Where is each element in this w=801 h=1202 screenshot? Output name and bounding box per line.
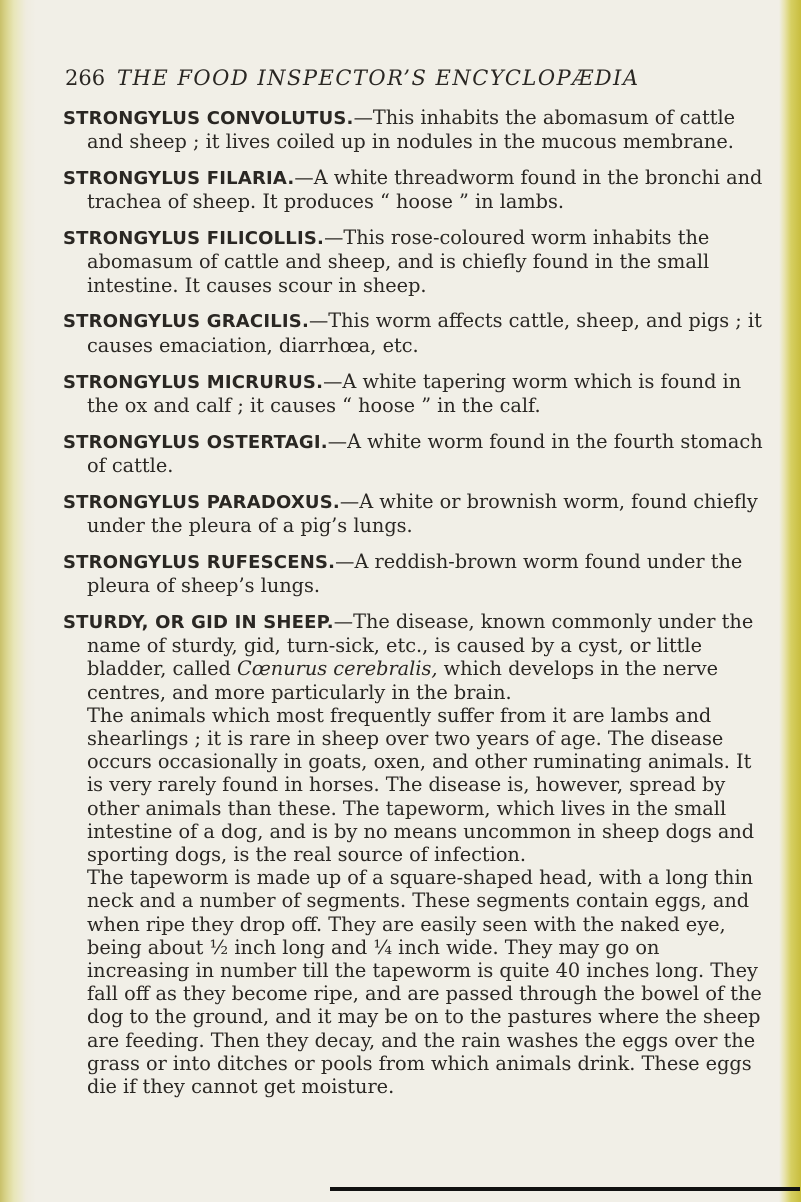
bottom-rule [330, 1187, 800, 1191]
page-edge-right [779, 0, 801, 1202]
entry-strongylus-convolutus [63, 106, 763, 153]
entry-text: —This rose-coloured worm inhabits the abomasum of cattle and sheep, and is chiefly found in the small intestine. It causes scour in sheep. [87, 226, 710, 297]
entry-sturdy-gid [63, 610, 763, 704]
entry-strongylus-rufescens [63, 550, 763, 597]
entry-headword: STRONGYLUS CONVOLUTUS. [63, 108, 354, 129]
entry-strongylus-filicollis [63, 226, 763, 297]
entry-strongylus-gracilis [63, 309, 763, 356]
entry-headword: STRONGYLUS GRACILIS. [63, 311, 309, 333]
entry-headword: STRONGYLUS FILARIA. [63, 168, 295, 190]
entry-text: —A reddish-brown worm found under the pleura of sheep’s lungs. [87, 549, 743, 598]
entry-headword: STRONGYLUS OSTERTAGI. [63, 431, 328, 453]
body-paragraph: The animals which most frequently suffer from it are lambs and shearlings ; it is rare in sheep over two years of age. The disease occurs occasionally in goats, oxen, and other ruminating animals. It is very rarely found in horses. The disease is, however, spread by other animals than these. The tapeworm, which lives in the small intestine of a dog, and is by no means uncommon in sheep dogs and sporting dogs, is the real source of infection. [87, 703, 755, 866]
entry-list [63, 106, 763, 1098]
book-page [63, 66, 763, 1098]
entry-text: —This worm affects cattle, sheep, and pigs ; it causes emaciation, diarrhœa, etc. [87, 309, 762, 357]
entry-headword: STRONGYLUS MICRURUS. [63, 371, 324, 393]
entry-headword: STRONGYLUS RUFESCENS. [63, 551, 336, 573]
entry-headword: STRONGYLUS PARADOXUS. [63, 491, 340, 513]
entry-headword: STURDY, OR GID IN SHEEP. [63, 611, 334, 633]
entry-strongylus-paradoxus [63, 490, 763, 537]
entry-text: —A white tapering worm which is found in the ox and calf ; it causes “ hoose ” in the calf. [87, 369, 742, 417]
entry-text: —A white or brownish worm, found chiefly under the pleura of a pig’s lungs. [87, 489, 758, 537]
entry-italic-term: Cœnurus cerebralis, [236, 657, 438, 681]
page-header [63, 66, 763, 106]
entry-headword: STRONGYLUS FILICOLLIS. [63, 228, 325, 250]
entry-strongylus-ostertagi [63, 430, 763, 477]
body-paragraph: The tapeworm is made up of a square-shaped head, with a long thin neck and a number of segments. These segments contain eggs, and when ripe they drop off. They are easily seen with the naked eye, being about ½ inch long and ¼ inch wide. They may go on increasing in number till the tapeworm is quite 40 inches long. They fall off as they become ripe, and are passed through the bowel of the dog to the ground, and it may be on to the pastures where the sheep are feeding. Then they decay, and the rain washes the eggs over the grass or into ditches or pools from which animals drink. These eggs die if they cannot get moisture. [87, 866, 762, 1099]
entry-text-continued: which develops in the nerve centres, and more particularly in the brain. [87, 657, 719, 704]
entry-text: —A white worm found in the fourth stomach of cattle. [87, 429, 763, 477]
entry-text: —This inhabits the abomasum of cattle and sheep ; it lives coiled up in nodules in the mucous membrane. [87, 106, 736, 154]
entry-text: —The disease, known commonly under the name of sturdy, gid, turn-sick, etc., is caused by a cyst, or little bladder, called [87, 609, 754, 681]
entry-strongylus-micrurus [63, 370, 763, 417]
page-number: 266 [65, 66, 106, 90]
entry-strongylus-filaria [63, 166, 763, 213]
entry-text: —A white threadworm found in the bronchi and trachea of sheep. It produces “ hoose ” in lambs. [87, 166, 763, 214]
page-edge-left [0, 0, 36, 1202]
running-title: THE FOOD INSPECTOR’S ENCYCLOPÆDIA [117, 66, 640, 90]
